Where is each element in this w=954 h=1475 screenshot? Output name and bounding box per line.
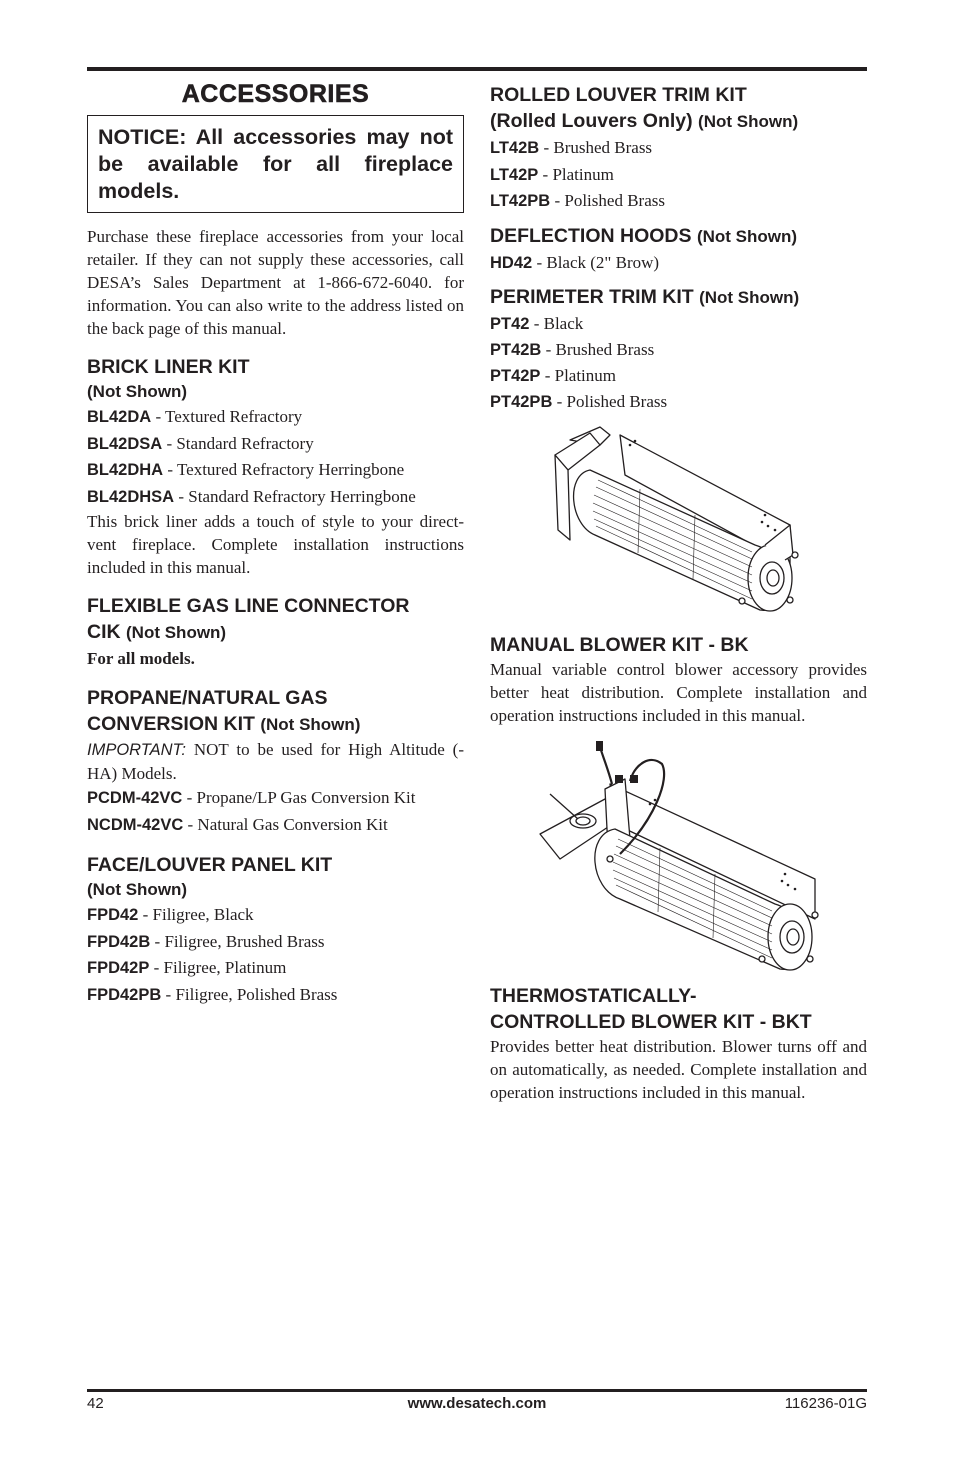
thermo-blower-heading: THERMOSTATICALLY- CONTROLLED BLOWER KIT - BKT: [490, 985, 812, 1033]
perimeter-section: [490, 284, 867, 415]
list-item: BL42DHSA - Standard Refractory Herringbone: [87, 486, 416, 506]
gas-line-note: For all models.: [87, 649, 195, 668]
top-rule: [87, 67, 867, 71]
website-url: www.desatech.com: [407, 1395, 547, 1412]
list-item: NCDM-42VC - Natural Gas Conversion Kit: [87, 814, 388, 834]
deflection-section: [490, 223, 867, 277]
gas-line-section: [87, 593, 464, 671]
list-item: HD42 - Black (2" Brow): [490, 252, 660, 272]
left-column: [87, 80, 464, 1008]
thermostatic-blower-illustration: [490, 739, 867, 979]
brick-liner-heading: BRICK LINER KIT: [87, 356, 250, 378]
brick-liner-section: [87, 354, 464, 579]
list-item: FPD42B - Filigree, Brushed Brass: [87, 931, 325, 951]
thermo-blower-section: [490, 983, 867, 1104]
face-louver-not-shown: (Not Shown): [87, 880, 188, 899]
brick-liner-description: This brick liner adds a touch of style to your direct-vent fireplace. Complete installation instructions included in this manual.: [87, 512, 464, 577]
page-number: 42: [87, 1395, 104, 1412]
thermo-blower-description: Provides better heat distribution. Blower turns off and on automatically, as needed. Complete installation and operation instructions included in this manual.: [490, 1037, 867, 1102]
manual-blower-description: Manual variable control blower accessory provides better heat distribution. Complete installation and operation instructions included in this manual.: [490, 660, 867, 725]
list-item: FPD42P - Filigree, Platinum: [87, 958, 287, 977]
list-item: PT42 - Black: [490, 314, 584, 333]
deflection-heading: DEFLECTION HOODS (Not Shown): [490, 224, 798, 247]
manual-blower-heading: MANUAL BLOWER KIT - BK: [490, 634, 749, 656]
intro-paragraph: Purchase these fireplace accessories from your local retailer. If they can not supply these accessories, call DESA’s Sales Department at 1-866-672-6040. for information. You can also write to the address listed on the back page of this manual.: [87, 227, 464, 338]
rolled-louver-heading: ROLLED LOUVER TRIM KIT (Rolled Louvers Only) (Not Shown): [490, 84, 799, 132]
list-item: BL42DSA - Standard Refractory: [87, 433, 314, 453]
list-item: LT42P - Platinum: [490, 164, 614, 184]
list-item: PT42B - Brushed Brass: [490, 340, 655, 359]
perimeter-heading: PERIMETER TRIM KIT (Not Shown): [490, 286, 800, 308]
conversion-important-note: IMPORTANT: NOT to be used for High Altitude (-HA) Models.: [87, 740, 464, 783]
rolled-louver-section: [490, 82, 867, 215]
bottom-rule: [87, 1389, 867, 1392]
list-item: PT42P - Platinum: [490, 366, 617, 385]
right-column: [490, 80, 867, 1104]
list-item: FPD42PB - Filigree, Polished Brass: [87, 984, 338, 1004]
brick-liner-not-shown: (Not Shown): [87, 382, 188, 401]
gas-line-heading: FLEXIBLE GAS LINE CONNECTOR CIK (Not Shown): [87, 595, 410, 643]
face-louver-heading: FACE/LOUVER PANEL KIT: [87, 854, 333, 876]
list-item: FPD42 - Filigree, Black: [87, 905, 254, 924]
brick-liner-list: [87, 404, 464, 510]
list-item: PCDM-42VC - Propane/LP Gas Conversion Kit: [87, 788, 416, 807]
list-item: LT42PB - Polished Brass: [490, 191, 665, 210]
conversion-heading: PROPANE/NATURAL GAS CONVERSION KIT (Not Shown): [87, 687, 361, 735]
list-item: LT42B - Brushed Brass: [490, 138, 653, 157]
conversion-section: [87, 685, 464, 838]
document-number: 116236-01G: [784, 1395, 867, 1412]
manual-blower-illustration: [490, 415, 867, 630]
face-louver-section: [87, 852, 464, 1008]
list-item: PT42PB - Polished Brass: [490, 392, 668, 411]
list-item: BL42DA - Textured Refractory: [87, 407, 303, 426]
notice-box: NOTICE: All accessories may not be available for all fireplace models.: [87, 115, 464, 213]
list-item: BL42DHA - Textured Refractory Herringbone: [87, 460, 405, 479]
page-title: ACCESSORIES: [181, 80, 370, 108]
manual-blower-section: [490, 632, 867, 727]
